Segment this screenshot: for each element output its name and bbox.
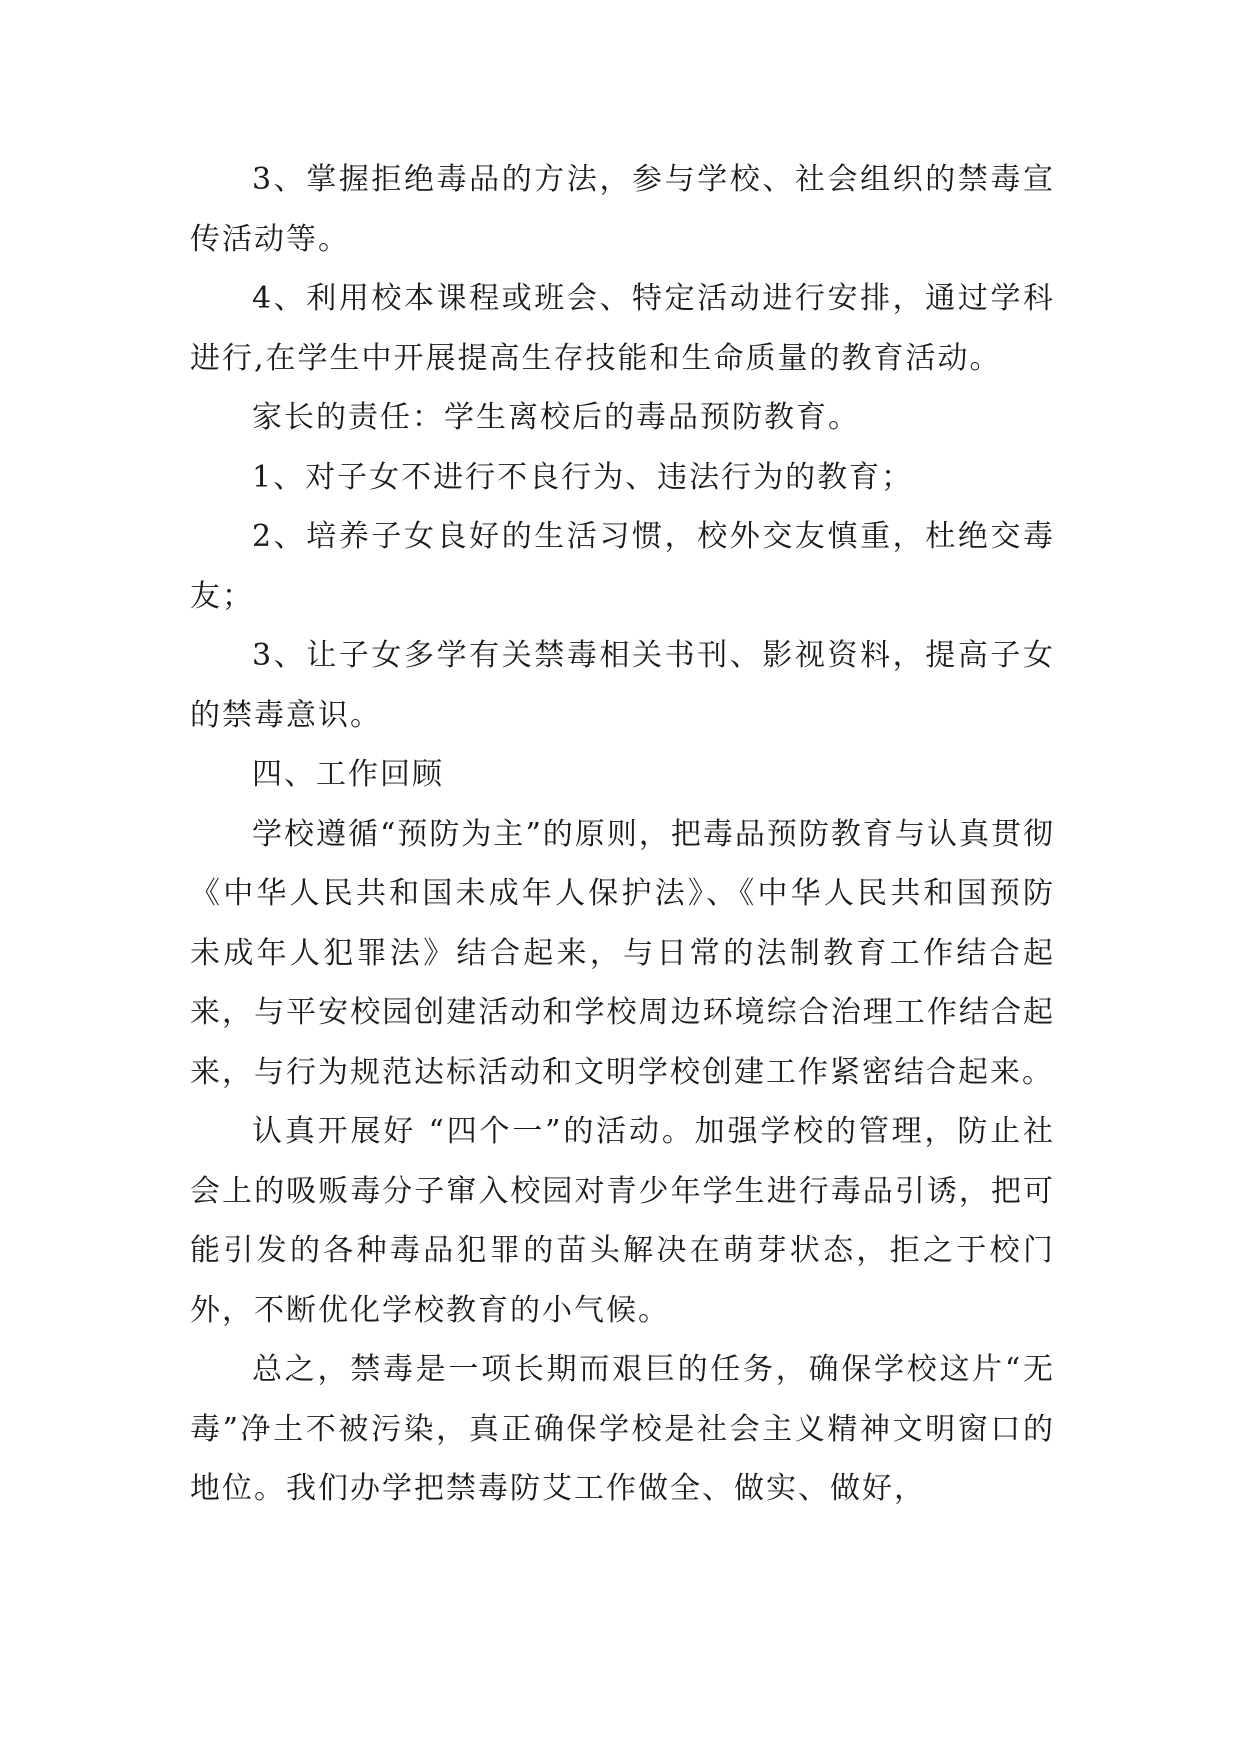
section-heading-work-review: 四、工作回顾 bbox=[252, 757, 444, 792]
paragraph-parent-item-2: 2、培养子女良好的生活习惯，校外交友慎重，杜绝交毒友； bbox=[190, 519, 1055, 614]
paragraph-prevention-principle: 学校遵循“预防为主”的原则，把毒品预防教育与认真贯彻《中华人民共和国未成年人保护法》、《中华人民共和国预防未成年人犯罪法》结合起来，与日常的法制教育工作结合起来，与平安校园创建活动和学校周边环境综合治理工作结合起来，与行为规范达标活动和文明学校创建工作紧密结合起来。 bbox=[190, 816, 1055, 1090]
paragraph-parent-item-3: 3、让子女多学有关禁毒相关书刊、影视资料，提高子女的禁毒意识。 bbox=[190, 638, 1055, 733]
paragraph-parent-item-1: 1、对子女不进行不良行为、违法行为的教育； bbox=[252, 459, 914, 495]
paragraph-parent-responsibility: 家长的责任：学生离校后的毒品预防教育。 bbox=[252, 400, 860, 435]
paragraph-item-3-method: 3、掌握拒绝毒品的方法，参与学校、社会组织的禁毒宣传活动等。 bbox=[190, 162, 1055, 257]
document-page bbox=[190, 150, 1055, 1519]
paragraph-four-ones-activity: 认真开展好 “四个一”的活动。加强学校的管理，防止社会上的吸贩毒分子窜入校园对青少年学生进行毒品引诱，把可能引发的各种毒品犯罪的苗头解决在萌芽状态，拒之于校门外，不断优化学校教育的小气候。 bbox=[190, 1114, 1055, 1328]
paragraph-conclusion: 总之，禁毒是一项长期而艰巨的任务，确保学校这片“无毒”净土不被污染，真正确保学校是社会主义精神文明窗口的地位。我们办学把禁毒防艾工作做全、做实、做好， bbox=[190, 1352, 1055, 1506]
paragraph-item-4-curriculum: 4、利用校本课程或班会、特定活动进行安排，通过学科进行,在学生中开展提高生存技能和生命质量的教育活动。 bbox=[190, 281, 1055, 376]
